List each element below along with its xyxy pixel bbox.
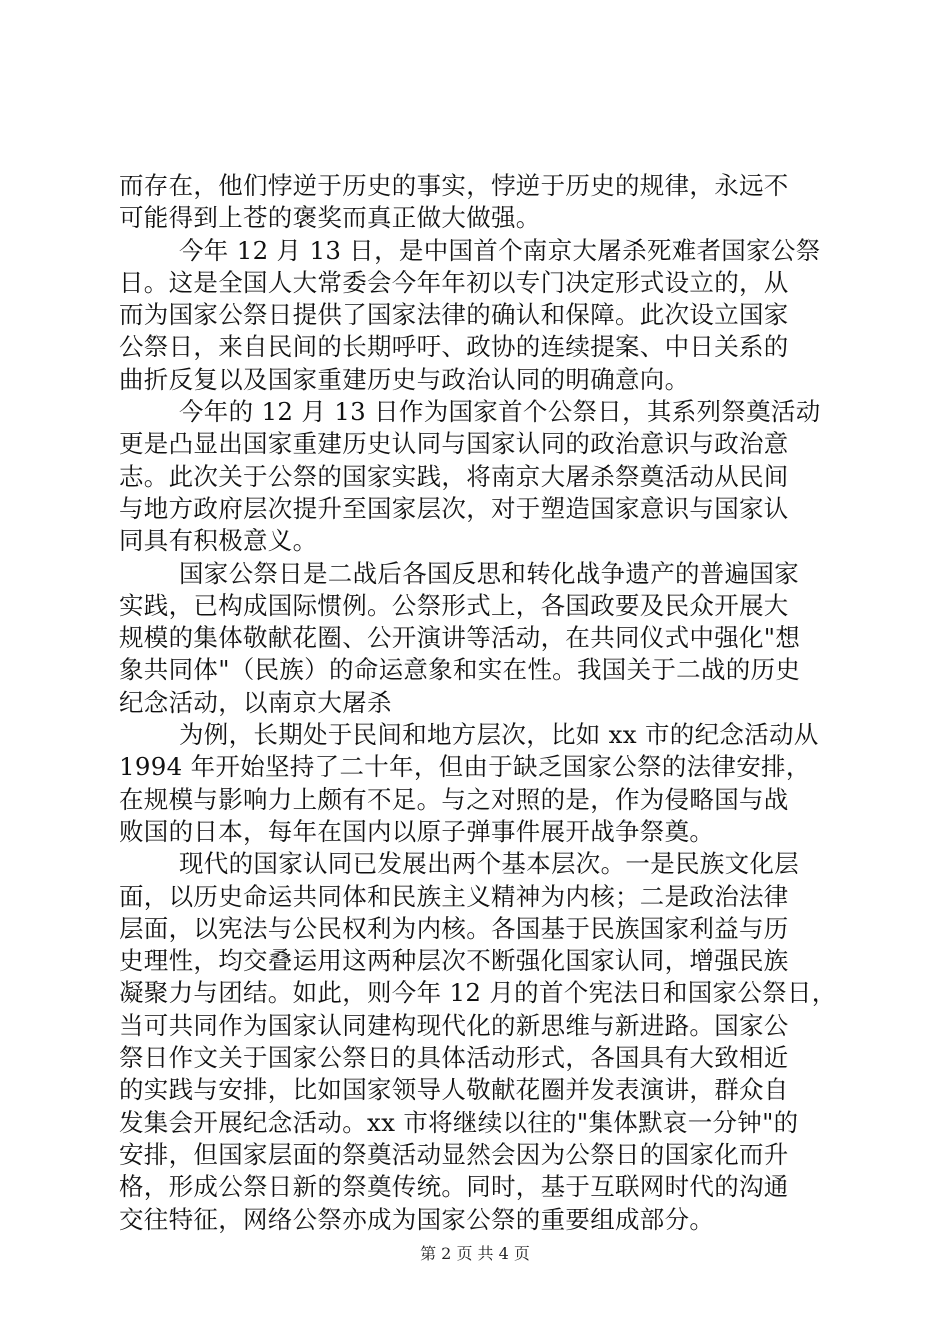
text-line: 现代的国家认同已发展出两个基本层次。一是民族文化层 bbox=[179, 849, 799, 879]
text-line: 祭日作文关于国家公祭日的具体活动形式，各国具有大致相近 bbox=[119, 1043, 789, 1073]
text-line: 面，以历史命运共同体和民族主义精神为内核；二是政治法律 bbox=[119, 881, 789, 911]
text-line: 层面，以宪法与公民权利为内核。各国基于民族国家利益与历 bbox=[119, 913, 789, 943]
paragraph-5 bbox=[119, 719, 839, 848]
text-line: 可能得到上苍的褒奖而真正做大做强。 bbox=[119, 203, 541, 233]
text-line: 同具有积极意义。 bbox=[119, 526, 318, 556]
text-line: 今年的 12 月 13 日作为国家首个公祭日，其系列祭奠活动 bbox=[179, 397, 821, 427]
text-line: 更是凸显出国家重建历史认同与国家认同的政治意识与政治意 bbox=[119, 429, 789, 459]
document-body bbox=[119, 170, 839, 1236]
text-line: 格，形成公祭日新的祭奠传统。同时，基于互联网时代的沟通 bbox=[119, 1172, 789, 1202]
text-line: 的实践与安排，比如国家领导人敬献花圈并发表演讲，群众自 bbox=[119, 1075, 789, 1105]
paragraph-3 bbox=[119, 396, 839, 557]
text-line: 实践，已构成国际惯例。公祭形式上，各国政要及民众开展大 bbox=[119, 590, 789, 620]
text-line: 而存在，他们悖逆于历史的事实，悖逆于历史的规律，永远不 bbox=[119, 171, 789, 200]
text-line: 今年 12 月 13 日，是中国首个南京大屠杀死难者国家公祭 bbox=[179, 235, 821, 265]
text-line: 规模的集体敬献花圈、公开演讲等活动，在共同仪式中强化"想 bbox=[119, 623, 801, 653]
text-line: 与地方政府层次提升至国家层次，对于塑造国家意识与国家认 bbox=[119, 493, 789, 523]
text-line: 为例，长期处于民间和地方层次，比如 xx 市的纪念活动从 bbox=[179, 720, 819, 750]
text-line: 当可共同作为国家认同建构现代化的新思维与新进路。国家公 bbox=[119, 1010, 789, 1040]
text-line: 在规模与影响力上颇有不足。与之对照的是，作为侵略国与战 bbox=[119, 784, 789, 814]
text-line: 凝聚力与团结。如此，则今年 12 月的首个宪法日和国家公祭日， bbox=[119, 978, 837, 1008]
text-line: 志。此次关于公祭的国家实践，将南京大屠杀祭奠活动从民间 bbox=[119, 461, 789, 491]
text-line: 安排，但国家层面的祭奠活动显然会因为公祭日的国家化而升 bbox=[119, 1139, 789, 1169]
paragraph-6 bbox=[119, 848, 839, 1236]
text-line: 发集会开展纪念活动。xx 市将继续以往的"集体默哀一分钟"的 bbox=[119, 1107, 799, 1137]
page-footer bbox=[0, 1244, 950, 1264]
paragraph-1 bbox=[119, 170, 839, 235]
text-line: 1994 年开始坚持了二十年，但由于缺乏国家公祭的法律安排， bbox=[119, 752, 811, 782]
text-line: 史理性，均交叠运用这两种层次不断强化国家认同，增强民族 bbox=[119, 946, 789, 976]
text-line: 象共同体"（民族）的命运意象和实在性。我国关于二战的历史 bbox=[119, 655, 801, 685]
text-line: 曲折反复以及国家重建历史与政治认同的明确意向。 bbox=[119, 364, 690, 394]
paragraph-2 bbox=[119, 235, 839, 396]
page-number-label: 第 2 页 共 4 页 bbox=[420, 1244, 530, 1263]
text-line: 纪念活动，以南京大屠杀 bbox=[119, 687, 392, 717]
paragraph-4 bbox=[119, 558, 839, 719]
text-line: 公祭日，来自民间的长期呼吁、政协的连续提案、中日关系的 bbox=[119, 332, 789, 362]
text-line: 交往特征，网络公祭亦成为国家公祭的重要组成部分。 bbox=[119, 1204, 715, 1234]
text-line: 国家公祭日是二战后各国反思和转化战争遗产的普遍国家 bbox=[179, 558, 799, 588]
text-line: 日。这是全国人大常委会今年年初以专门决定形式设立的，从 bbox=[119, 267, 789, 297]
text-line: 而为国家公祭日提供了国家法律的确认和保障。此次设立国家 bbox=[119, 300, 789, 330]
text-line: 败国的日本，每年在国内以原子弹事件展开战争祭奠。 bbox=[119, 816, 715, 846]
